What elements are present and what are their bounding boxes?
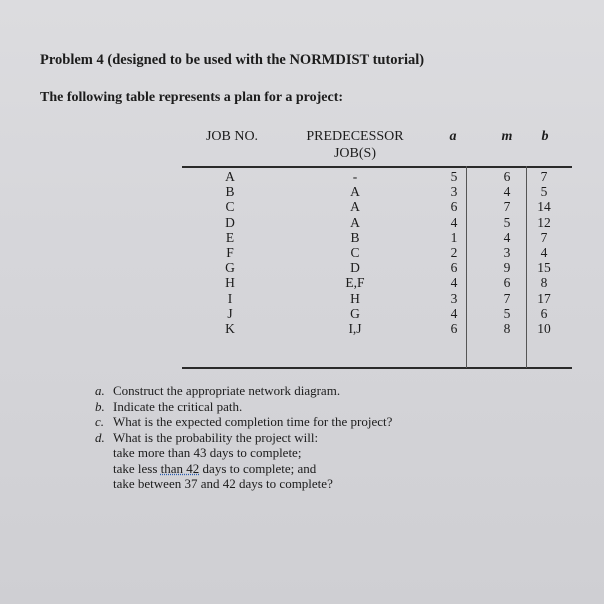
question-d-sub2-post: days to complete; and [199, 460, 317, 476]
m-cell: 9 [503, 260, 511, 276]
b-cell: 15 [537, 260, 551, 276]
column-a [424, 169, 484, 336]
header-predecessor-line2: JOB(S) [333, 146, 376, 161]
question-d [95, 430, 392, 446]
question-d-sub1: take more than 43 days to complete; [113, 445, 302, 460]
header-m: m [501, 129, 513, 144]
problem-intro: The following table represents a plan for a project: [40, 90, 344, 105]
a-cell: 3 [450, 184, 458, 200]
question-d-letter: d. [95, 429, 105, 445]
job-cell: E [225, 229, 235, 245]
m-cell: 3 [503, 244, 511, 260]
problem-title: Problem 4 (designed to be used with the NORMDIST tutorial) [40, 52, 425, 68]
a-cell: 1 [450, 229, 458, 245]
job-cell: K [225, 320, 235, 336]
m-cell: 4 [503, 229, 511, 245]
m-cell: 7 [503, 290, 511, 306]
question-c-letter: c. [95, 414, 105, 429]
a-cell: 5 [450, 169, 458, 184]
question-c [95, 414, 392, 430]
header-b: b [541, 129, 549, 144]
job-cell: B [225, 184, 235, 200]
b-cell: 12 [537, 214, 551, 230]
predecessor-cell: I,J [348, 320, 362, 336]
question-d-sub2-underlined: than 42 [160, 460, 200, 476]
predecessor-cell: H [350, 290, 360, 306]
job-cell: J [227, 305, 233, 321]
header-predecessor-line1: PREDECESSOR [306, 129, 404, 144]
b-cell: 7 [540, 229, 548, 245]
predecessor-cell: B [350, 229, 360, 245]
b-cell: 10 [537, 320, 551, 336]
m-cell: 8 [503, 320, 511, 336]
predecessor-cell: C [350, 244, 360, 260]
predecessor-cell: - [352, 169, 358, 184]
question-d-sub3: take between 37 and 42 days to complete? [113, 476, 333, 491]
question-list [95, 383, 392, 492]
m-cell: 5 [503, 214, 511, 230]
header-predecessor [290, 128, 420, 162]
question-b [95, 399, 392, 415]
b-cell: 7 [540, 169, 548, 184]
column-predecessor [325, 169, 385, 336]
predecessor-cell: G [350, 305, 360, 321]
question-d-text: What is the probability the project will: [113, 429, 319, 445]
a-cell: 6 [450, 260, 458, 276]
column-job [200, 169, 260, 336]
b-cell: 6 [540, 305, 548, 321]
b-cell: 4 [540, 244, 548, 260]
predecessor-cell: D [350, 260, 360, 276]
b-cell: 14 [537, 199, 551, 215]
b-cell: 5 [540, 184, 548, 200]
predecessor-cell: E,F [345, 275, 365, 291]
job-cell: C [225, 199, 235, 215]
m-cell: 6 [503, 275, 511, 291]
m-cell: 4 [503, 184, 511, 200]
header-a: a [449, 129, 457, 144]
job-cell: H [225, 275, 235, 291]
job-cell: G [225, 260, 235, 276]
a-cell: 2 [450, 244, 458, 260]
job-cell: F [226, 244, 234, 260]
question-a [95, 383, 392, 399]
question-d-sub2-pre: take less [113, 460, 161, 476]
a-cell: 4 [450, 214, 458, 230]
a-cell: 6 [450, 199, 458, 215]
predecessor-cell: A [350, 184, 360, 200]
question-b-text: Indicate the critical path. [113, 398, 243, 414]
a-cell: 3 [450, 290, 458, 306]
job-cell: I [227, 290, 233, 306]
job-cell: A [225, 169, 235, 184]
question-a-text: Construct the appropriate network diagram. [113, 383, 341, 398]
m-cell: 5 [503, 305, 511, 321]
header-job-no: JOB NO. [205, 129, 259, 144]
question-c-text: What is the expected completion time for the project? [113, 414, 393, 429]
a-cell: 6 [450, 320, 458, 336]
question-a-letter: a. [95, 383, 105, 398]
a-cell: 4 [450, 305, 458, 321]
a-cell: 4 [450, 275, 458, 291]
job-cell: D [225, 214, 235, 230]
predecessor-cell: A [350, 199, 360, 215]
column-b [514, 169, 574, 336]
table-top-rule [182, 166, 572, 168]
m-cell: 7 [503, 199, 511, 215]
question-d-sub2 [113, 461, 392, 477]
b-cell: 8 [540, 275, 548, 291]
predecessor-cell: A [350, 214, 360, 230]
b-cell: 17 [537, 290, 551, 306]
table-bottom-rule [182, 367, 572, 369]
question-b-letter: b. [95, 398, 105, 414]
m-cell: 6 [503, 169, 511, 184]
